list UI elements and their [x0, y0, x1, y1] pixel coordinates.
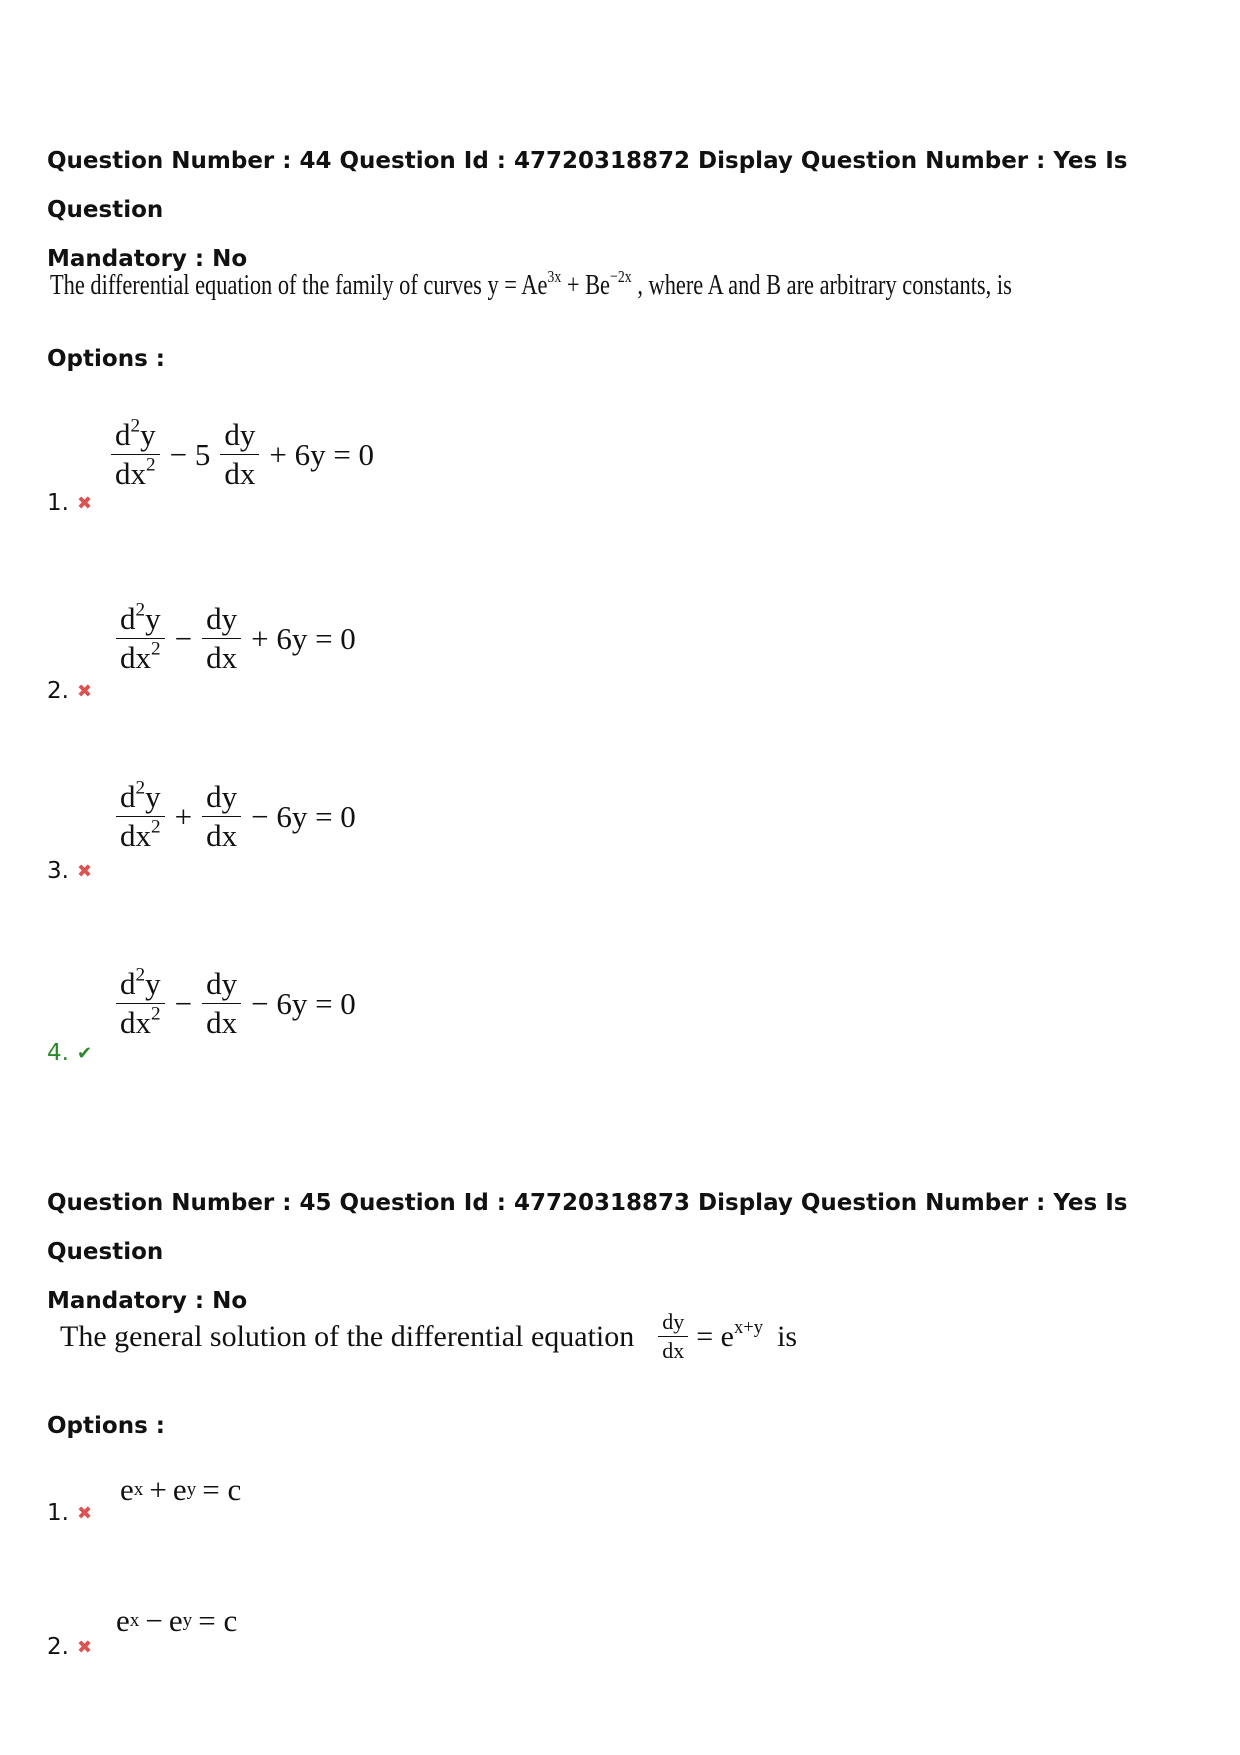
stem-exponent: x+y	[733, 1316, 764, 1338]
options-label: Options :	[47, 346, 165, 372]
question-meta-line2: Mandatory : No	[47, 246, 248, 272]
options-label: Options :	[47, 1413, 165, 1439]
wrong-cross-icon: ✖	[76, 1636, 93, 1658]
option-2-number[interactable]: 2. ✖	[47, 678, 93, 704]
second-derivative-fraction: $\frac{d^2y}{dx^2}$	[116, 780, 165, 853]
first-derivative-fraction: $\frac{dy}{dx}$	[202, 780, 241, 853]
first-derivative-fraction: $\frac{dy}{dx}$	[202, 967, 241, 1040]
equation-tail: − 6y = 0	[251, 985, 356, 1021]
question-44-header	[47, 137, 1207, 284]
wrong-cross-icon: ✖	[76, 680, 93, 702]
second-derivative-fraction: $\frac{d^2y}{dx^2}$	[116, 602, 165, 675]
option-4-equation	[112, 964, 362, 1041]
stem-text-post: , where A and B are arbitrary constants, is	[631, 270, 1012, 301]
option-4-number[interactable]: 4. ✔	[47, 1040, 93, 1066]
stem-exponent-1: 3x	[547, 266, 562, 286]
question-44-stem	[50, 266, 1012, 302]
stem-exponent-2: −2x	[610, 266, 632, 286]
q45-option-2-equation: e x − e y = c	[116, 1603, 238, 1638]
q45-option-1-equation: e x + e y = c	[120, 1472, 242, 1507]
q45-option-1-number[interactable]: 1. ✖	[47, 1500, 93, 1526]
question-45-header	[47, 1179, 1207, 1326]
equation-tail: + 6y = 0	[269, 436, 375, 472]
first-derivative-fraction: $\frac{dy}{dx}$	[202, 602, 241, 675]
stem-text-pre: The general solution of the differential equation	[60, 1319, 635, 1353]
stem-text-mid: + Be	[561, 270, 610, 301]
question-meta-line1: Question Number : 45 Question Id : 47720318873 Display Question Number : Yes Is Question	[47, 1190, 1128, 1265]
option-3-equation	[112, 777, 362, 854]
operator: +	[174, 798, 193, 834]
equation-tail: − 6y = 0	[251, 798, 356, 834]
second-derivative-fraction: $\frac{d^2y}{dx^2}$	[111, 418, 160, 491]
question-meta-line1: Question Number : 44 Question Id : 47720318872 Display Question Number : Yes Is Question	[47, 148, 1128, 223]
wrong-cross-icon: ✖	[76, 1502, 93, 1524]
correct-check-icon: ✔	[76, 1042, 93, 1064]
operator: − 5	[169, 436, 211, 472]
q45-option-2-number[interactable]: 2. ✖	[47, 1634, 93, 1660]
question-45-stem	[60, 1310, 797, 1363]
dy-dx-fraction: $\frac{dy}{dx}$	[658, 1310, 688, 1363]
first-derivative-fraction: $\frac{dy}{dx}$	[220, 418, 259, 491]
wrong-cross-icon: ✖	[76, 860, 93, 882]
question-meta-line2: Mandatory : No	[47, 1288, 248, 1314]
second-derivative-fraction: $\frac{d^2y}{dx^2}$	[116, 967, 165, 1040]
option-3-number[interactable]: 3. ✖	[47, 858, 93, 884]
operator: −	[174, 985, 193, 1021]
equation-tail: + 6y = 0	[251, 620, 356, 656]
wrong-cross-icon: ✖	[76, 492, 93, 514]
option-1-number[interactable]: 1. ✖	[47, 490, 93, 516]
stem-text-post: is	[777, 1319, 798, 1353]
stem-text-pre: The differential equation of the family of curves y = Ae	[50, 270, 548, 301]
option-2-equation	[112, 599, 362, 676]
stem-equals: = e	[696, 1319, 734, 1353]
operator: −	[174, 620, 193, 656]
option-1-equation	[107, 415, 380, 492]
